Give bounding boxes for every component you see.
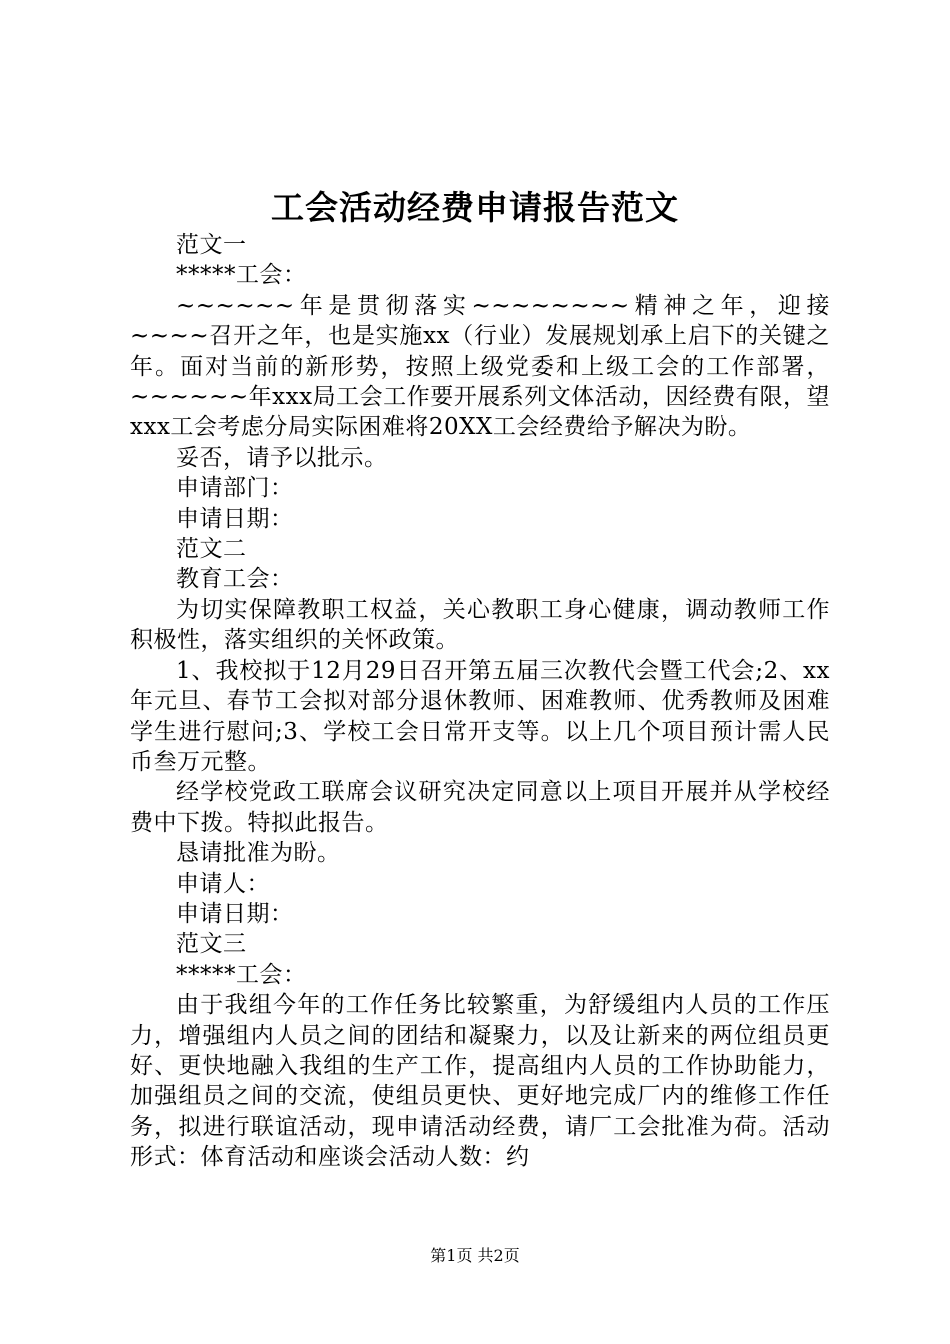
- paragraph-3: 1、我校拟于12月29日召开第五届三次教代会暨工代会;2、xx年元旦、春节工会拟对部分退休教师、困难教师、优秀教师及困难学生进行慰问;3、学校工会日常开支等。以上几个项目预计需人民币叁万元整。: [130, 657, 830, 775]
- paragraph-1: ~~~~~~年是贯彻落实~~~~~~~~精神之年，迎接~~~~召开之年，也是实施xx（行业）发展规划承上启下的关键之年。面对当前的新形势，按照上级党委和上级工会的工作部署，~~~~~~年xxx局工会工作要开展系列文体活动，因经费有限，望xxx工会考虑分局实际困难将20XX工会经费给予解决为盼。: [130, 292, 830, 441]
- page-footer: 第1页 共2页: [430, 1246, 520, 1265]
- request-line-1: 妥否，请予以批示。: [176, 444, 388, 471]
- document-title: 工会活动经费申请报告范文: [271, 188, 679, 227]
- paragraph-5: 由于我组今年的工作任务比较繁重，为舒缓组内人员的工作压力，增强组内人员之间的团结和凝聚力，以及让新来的两位组员更好、更快地融入我组的生产工作，提高组内人员的工作协助能力，加强组员之间的交流，使组员更快、更好地完成厂内的维修工作任务，拟进行联谊活动，现申请活动经费，请厂工会批准为荷。活动形式：体育活动和座谈会活动人数：约: [130, 992, 830, 1171]
- applicant-department-line: 申请部门：: [176, 475, 294, 502]
- application-date-line-2: 申请日期：: [176, 900, 294, 927]
- request-line-2: 恳请批准为盼。: [176, 840, 341, 867]
- applicant-line: 申请人：: [176, 870, 270, 897]
- salutation-3: *****工会：: [176, 961, 307, 988]
- section-heading-3: 范文三: [176, 931, 247, 958]
- application-date-line-1: 申请日期：: [176, 505, 294, 532]
- salutation-2: 教育工会：: [176, 566, 294, 593]
- paragraph-2: 为切实保障教职工权益，关心教职工身心健康，调动教师工作积极性，落实组织的关怀政策。: [130, 596, 830, 654]
- document-body: [130, 230, 830, 1173]
- salutation-1: *****工会：: [176, 262, 307, 289]
- section-heading-1: 范文一: [176, 232, 247, 258]
- section-heading-2: 范文二: [176, 536, 247, 563]
- paragraph-4: 经学校党政工联席会议研究决定同意以上项目开展并从学校经费中下拨。特拟此报告。: [130, 779, 830, 836]
